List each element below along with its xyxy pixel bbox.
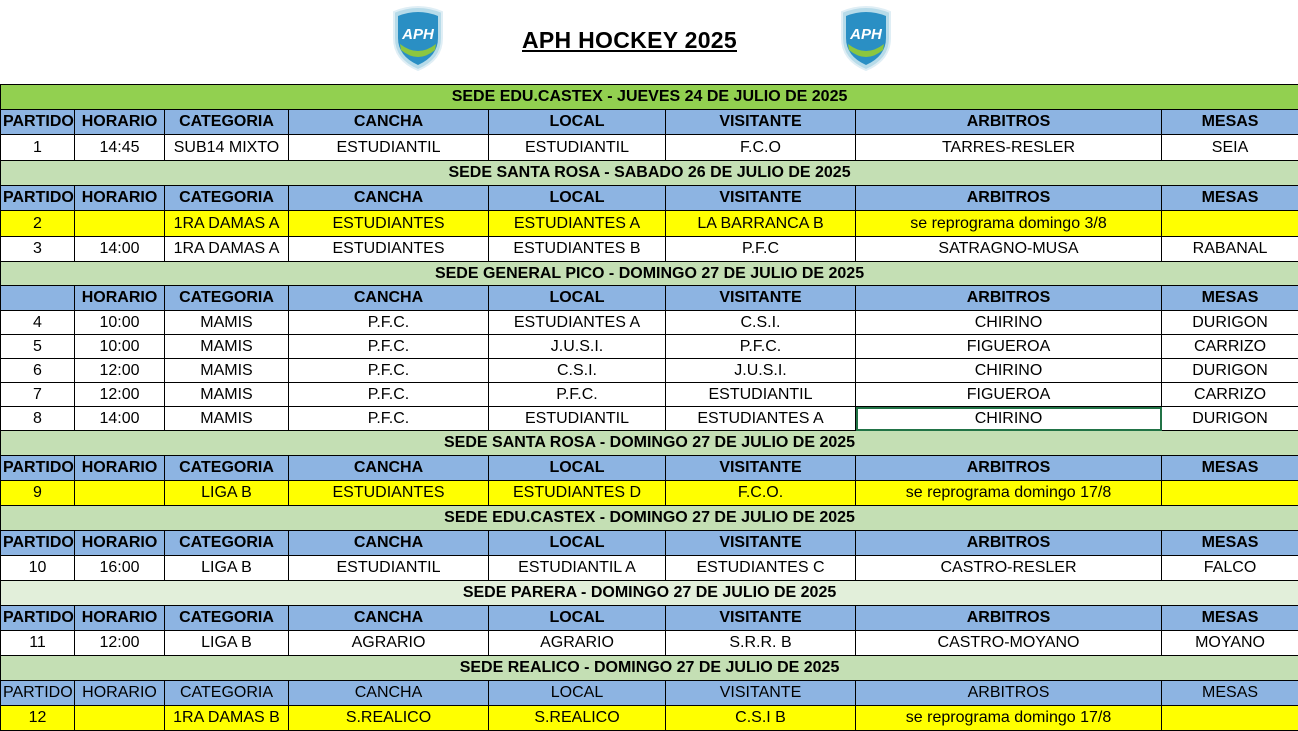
match-row bbox=[1, 383, 1298, 407]
header-categoria[interactable]: CATEGORIA bbox=[165, 531, 289, 556]
header-cancha[interactable]: CANCHA bbox=[289, 456, 489, 481]
cell-visitante[interactable]: ESTUDIANTES A bbox=[666, 407, 856, 431]
header-horario[interactable]: HORARIO bbox=[75, 456, 165, 481]
cell-categoria[interactable]: MAMIS bbox=[165, 383, 289, 407]
sede-title[interactable]: SEDE SANTA ROSA - DOMINGO 27 DE JULIO DE 2025 bbox=[1, 431, 1298, 456]
cell-arbitros[interactable]: CHIRINO bbox=[856, 359, 1162, 383]
cell-mesas[interactable]: CARRIZO bbox=[1162, 383, 1298, 407]
cell-arbitros[interactable]: CHIRINO bbox=[856, 311, 1162, 335]
cell-categoria[interactable]: MAMIS bbox=[165, 359, 289, 383]
cell-mesas[interactable]: CARRIZO bbox=[1162, 335, 1298, 359]
header-categoria[interactable]: CATEGORIA bbox=[165, 186, 289, 211]
header-arbitros[interactable]: ARBITROS bbox=[856, 606, 1162, 631]
header-horario[interactable]: HORARIO bbox=[75, 286, 165, 311]
cell-local[interactable]: C.S.I. bbox=[489, 359, 666, 383]
column-header-row bbox=[1, 286, 1298, 311]
sede-title[interactable]: SEDE GENERAL PICO - DOMINGO 27 DE JULIO DE 2025 bbox=[1, 262, 1298, 286]
cell-arbitros[interactable]: FIGUEROA bbox=[856, 383, 1162, 407]
cell-horario[interactable] bbox=[75, 706, 165, 731]
column-header-row bbox=[1, 531, 1298, 556]
page-title: APH HOCKEY 2025 bbox=[522, 27, 737, 53]
cell-local[interactable]: ESTUDIANTES A bbox=[489, 311, 666, 335]
cell-categoria[interactable]: MAMIS bbox=[165, 335, 289, 359]
header-local[interactable]: LOCAL bbox=[489, 606, 666, 631]
cell-mesas[interactable]: DURIGON bbox=[1162, 407, 1298, 431]
cell-visitante[interactable]: J.U.S.I. bbox=[666, 359, 856, 383]
cell-arbitros[interactable]: SATRAGNO-MUSA bbox=[856, 237, 1162, 262]
header-visitante[interactable]: VISITANTE bbox=[666, 606, 856, 631]
cell-cancha[interactable]: ESTUDIANTES bbox=[289, 481, 489, 506]
match-row bbox=[1, 359, 1298, 383]
cell-categoria[interactable]: MAMIS bbox=[165, 407, 289, 431]
cell-cancha[interactable]: P.F.C. bbox=[289, 335, 489, 359]
cell-partido[interactable]: 3 bbox=[1, 237, 75, 262]
cell-mesas[interactable]: FALCO bbox=[1162, 556, 1298, 581]
header-mesas[interactable]: MESAS bbox=[1162, 456, 1298, 481]
header-categoria[interactable]: CATEGORIA bbox=[165, 110, 289, 135]
header-visitante[interactable]: VISITANTE bbox=[666, 456, 856, 481]
cell-categoria[interactable]: SUB14 MIXTO bbox=[165, 135, 289, 161]
header-mesas[interactable]: MESAS bbox=[1162, 286, 1298, 311]
column-header-row bbox=[1, 110, 1298, 135]
header-categoria[interactable]: CATEGORIA bbox=[165, 681, 289, 706]
cell-arbitros[interactable]: se reprograma domingo 17/8 bbox=[856, 481, 1162, 506]
cell-horario[interactable]: 12:00 bbox=[75, 359, 165, 383]
cell-visitante[interactable]: LA BARRANCA B bbox=[666, 211, 856, 237]
cell-local[interactable]: AGRARIO bbox=[489, 631, 666, 656]
header-arbitros[interactable]: ARBITROS bbox=[856, 531, 1162, 556]
cell-visitante[interactable]: F.C.O bbox=[666, 135, 856, 161]
match-row bbox=[1, 481, 1298, 506]
fixture-table bbox=[0, 84, 1298, 731]
match-row bbox=[1, 556, 1298, 581]
cell-cancha[interactable]: ESTUDIANTIL bbox=[289, 135, 489, 161]
sede-title-row bbox=[1, 506, 1298, 531]
match-row bbox=[1, 407, 1298, 431]
cell-arbitros[interactable]: CASTRO-RESLER bbox=[856, 556, 1162, 581]
cell-horario[interactable] bbox=[75, 481, 165, 506]
cell-cancha[interactable]: P.F.C. bbox=[289, 311, 489, 335]
header-categoria[interactable]: CATEGORIA bbox=[165, 456, 289, 481]
header-categoria[interactable]: CATEGORIA bbox=[165, 606, 289, 631]
header-local[interactable]: LOCAL bbox=[489, 456, 666, 481]
match-row bbox=[1, 135, 1298, 161]
cell-visitante[interactable]: S.R.R. B bbox=[666, 631, 856, 656]
header-cancha[interactable]: CANCHA bbox=[289, 681, 489, 706]
column-header-row bbox=[1, 186, 1298, 211]
match-row bbox=[1, 335, 1298, 359]
header-arbitros[interactable]: ARBITROS bbox=[856, 110, 1162, 135]
cell-partido[interactable]: 2 bbox=[1, 211, 75, 237]
header-arbitros[interactable]: ARBITROS bbox=[856, 286, 1162, 311]
header-partido[interactable] bbox=[1, 286, 75, 311]
cell-local[interactable]: ESTUDIANTES A bbox=[489, 211, 666, 237]
aph-logo-icon bbox=[388, 4, 448, 72]
header-cancha[interactable]: CANCHA bbox=[289, 606, 489, 631]
cell-mesas[interactable]: DURIGON bbox=[1162, 359, 1298, 383]
header-visitante[interactable]: VISITANTE bbox=[666, 186, 856, 211]
sede-title-row bbox=[1, 656, 1298, 681]
header-mesas[interactable]: MESAS bbox=[1162, 681, 1298, 706]
header-visitante[interactable]: VISITANTE bbox=[666, 531, 856, 556]
match-row bbox=[1, 706, 1298, 731]
sede-title-row bbox=[1, 581, 1298, 606]
cell-visitante[interactable]: P.F.C. bbox=[666, 335, 856, 359]
cell-mesas[interactable]: DURIGON bbox=[1162, 311, 1298, 335]
cell-arbitros[interactable]: TARRES-RESLER bbox=[856, 135, 1162, 161]
cell-partido[interactable]: 4 bbox=[1, 311, 75, 335]
cell-local[interactable]: S.REALICO bbox=[489, 706, 666, 731]
header-visitante[interactable]: VISITANTE bbox=[666, 110, 856, 135]
cell-horario[interactable]: 14:45 bbox=[75, 135, 165, 161]
column-header-row bbox=[1, 606, 1298, 631]
cell-local[interactable]: ESTUDIANTES D bbox=[489, 481, 666, 506]
cell-local[interactable]: J.U.S.I. bbox=[489, 335, 666, 359]
header-partido[interactable]: PARTIDO bbox=[1, 186, 75, 211]
header-arbitros[interactable]: ARBITROS bbox=[856, 681, 1162, 706]
header-partido[interactable]: PARTIDO bbox=[1, 531, 75, 556]
cell-categoria[interactable]: 1RA DAMAS B bbox=[165, 706, 289, 731]
cell-cancha[interactable]: ESTUDIANTIL bbox=[289, 556, 489, 581]
cell-partido[interactable]: 6 bbox=[1, 359, 75, 383]
cell-local[interactable]: ESTUDIANTIL bbox=[489, 407, 666, 431]
header-local[interactable]: LOCAL bbox=[489, 110, 666, 135]
header-arbitros[interactable]: ARBITROS bbox=[856, 456, 1162, 481]
cell-arbitros[interactable]: FIGUEROA bbox=[856, 335, 1162, 359]
cell-local[interactable]: P.F.C. bbox=[489, 383, 666, 407]
sede-title-row bbox=[1, 431, 1298, 456]
cell-visitante[interactable]: F.C.O. bbox=[666, 481, 856, 506]
column-header-row bbox=[1, 456, 1298, 481]
cell-horario[interactable]: 12:00 bbox=[75, 383, 165, 407]
header-horario[interactable]: HORARIO bbox=[75, 606, 165, 631]
cell-local[interactable]: ESTUDIANTES B bbox=[489, 237, 666, 262]
cell-partido[interactable]: 9 bbox=[1, 481, 75, 506]
cell-cancha[interactable]: P.F.C. bbox=[289, 383, 489, 407]
sede-title-row bbox=[1, 161, 1298, 186]
header-mesas[interactable]: MESAS bbox=[1162, 186, 1298, 211]
header-local[interactable]: LOCAL bbox=[489, 186, 666, 211]
match-row bbox=[1, 211, 1298, 237]
sede-title[interactable]: SEDE PARERA - DOMINGO 27 DE JULIO DE 2025 bbox=[1, 581, 1298, 606]
header-partido[interactable]: PARTIDO bbox=[1, 681, 75, 706]
cell-partido[interactable]: 5 bbox=[1, 335, 75, 359]
sede-title[interactable]: SEDE EDU.CASTEX - DOMINGO 27 DE JULIO DE 2025 bbox=[1, 506, 1298, 531]
cell-cancha[interactable]: ESTUDIANTES bbox=[289, 211, 489, 237]
cell-partido[interactable]: 7 bbox=[1, 383, 75, 407]
cell-partido[interactable]: 8 bbox=[1, 407, 75, 431]
header-categoria[interactable]: CATEGORIA bbox=[165, 286, 289, 311]
cell-horario[interactable]: 14:00 bbox=[75, 237, 165, 262]
header-arbitros[interactable]: ARBITROS bbox=[856, 186, 1162, 211]
header-visitante[interactable]: VISITANTE bbox=[666, 286, 856, 311]
header-partido[interactable]: PARTIDO bbox=[1, 110, 75, 135]
cell-mesas[interactable] bbox=[1162, 211, 1298, 237]
cell-partido[interactable]: 11 bbox=[1, 631, 75, 656]
cell-cancha[interactable]: ESTUDIANTES bbox=[289, 237, 489, 262]
sede-title-row bbox=[1, 85, 1298, 110]
cell-partido[interactable]: 12 bbox=[1, 706, 75, 731]
header-local[interactable]: LOCAL bbox=[489, 531, 666, 556]
aph-logo-icon bbox=[836, 4, 896, 72]
cell-arbitros[interactable]: se reprograma domingo 3/8 bbox=[856, 211, 1162, 237]
cell-arbitros[interactable]: se reprograma domingo 17/8 bbox=[856, 706, 1162, 731]
cell-arbitros[interactable]: CASTRO-MOYANO bbox=[856, 631, 1162, 656]
cell-horario[interactable]: 12:00 bbox=[75, 631, 165, 656]
cell-cancha[interactable]: P.F.C. bbox=[289, 359, 489, 383]
cell-categoria[interactable]: LIGA B bbox=[165, 556, 289, 581]
cell-categoria[interactable]: LIGA B bbox=[165, 631, 289, 656]
sede-title[interactable]: SEDE SANTA ROSA - SABADO 26 DE JULIO DE 2025 bbox=[1, 161, 1298, 186]
header-horario[interactable]: HORARIO bbox=[75, 110, 165, 135]
cell-mesas[interactable]: MOYANO bbox=[1162, 631, 1298, 656]
cell-categoria[interactable]: 1RA DAMAS A bbox=[165, 237, 289, 262]
column-header-row bbox=[1, 681, 1298, 706]
header-local[interactable]: LOCAL bbox=[489, 681, 666, 706]
header-mesas[interactable]: MESAS bbox=[1162, 110, 1298, 135]
sede-title[interactable]: SEDE REALICO - DOMINGO 27 DE JULIO DE 2025 bbox=[1, 656, 1298, 681]
cell-horario[interactable]: 10:00 bbox=[75, 311, 165, 335]
cell-categoria[interactable]: 1RA DAMAS A bbox=[165, 211, 289, 237]
logo-text: APH bbox=[402, 26, 434, 43]
logo-text: APH bbox=[850, 26, 882, 43]
cell-local[interactable]: ESTUDIANTIL A bbox=[489, 556, 666, 581]
header-mesas[interactable]: MESAS bbox=[1162, 606, 1298, 631]
cell-cancha[interactable]: AGRARIO bbox=[289, 631, 489, 656]
cell-mesas[interactable]: SEIA bbox=[1162, 135, 1298, 161]
cell-visitante[interactable]: ESTUDIANTIL bbox=[666, 383, 856, 407]
match-row bbox=[1, 237, 1298, 262]
header-horario[interactable]: HORARIO bbox=[75, 681, 165, 706]
cell-categoria[interactable]: LIGA B bbox=[165, 481, 289, 506]
header-horario[interactable]: HORARIO bbox=[75, 531, 165, 556]
header-partido[interactable]: PARTIDO bbox=[1, 606, 75, 631]
header-horario[interactable]: HORARIO bbox=[75, 186, 165, 211]
cell-partido[interactable]: 1 bbox=[1, 135, 75, 161]
header-cancha[interactable]: CANCHA bbox=[289, 531, 489, 556]
match-row bbox=[1, 631, 1298, 656]
sede-title[interactable]: SEDE EDU.CASTEX - JUEVES 24 DE JULIO DE 2025 bbox=[1, 85, 1298, 110]
cell-visitante[interactable]: P.F.C bbox=[666, 237, 856, 262]
header-visitante[interactable]: VISITANTE bbox=[666, 681, 856, 706]
cell-visitante[interactable]: ESTUDIANTES C bbox=[666, 556, 856, 581]
header-mesas[interactable]: MESAS bbox=[1162, 531, 1298, 556]
cell-horario[interactable]: 14:00 bbox=[75, 407, 165, 431]
cell-visitante[interactable]: C.S.I. bbox=[666, 311, 856, 335]
match-row bbox=[1, 311, 1298, 335]
cell-mesas[interactable]: RABANAL bbox=[1162, 237, 1298, 262]
cell-cancha[interactable]: P.F.C. bbox=[289, 407, 489, 431]
cell-horario[interactable]: 10:00 bbox=[75, 335, 165, 359]
header-local[interactable]: LOCAL bbox=[489, 286, 666, 311]
cell-local[interactable]: ESTUDIANTIL bbox=[489, 135, 666, 161]
header-cancha[interactable]: CANCHA bbox=[289, 186, 489, 211]
header-partido[interactable]: PARTIDO bbox=[1, 456, 75, 481]
cell-visitante[interactable]: C.S.I B bbox=[666, 706, 856, 731]
cell-arbitros[interactable]: CHIRINO bbox=[856, 407, 1162, 431]
cell-cancha[interactable]: S.REALICO bbox=[289, 706, 489, 731]
cell-categoria[interactable]: MAMIS bbox=[165, 311, 289, 335]
cell-horario[interactable]: 16:00 bbox=[75, 556, 165, 581]
sede-title-row bbox=[1, 262, 1298, 286]
cell-mesas[interactable] bbox=[1162, 706, 1298, 731]
cell-partido[interactable]: 10 bbox=[1, 556, 75, 581]
cell-horario[interactable] bbox=[75, 211, 165, 237]
page-header bbox=[0, 0, 1298, 84]
header-cancha[interactable]: CANCHA bbox=[289, 286, 489, 311]
header-cancha[interactable]: CANCHA bbox=[289, 110, 489, 135]
cell-mesas[interactable] bbox=[1162, 481, 1298, 506]
